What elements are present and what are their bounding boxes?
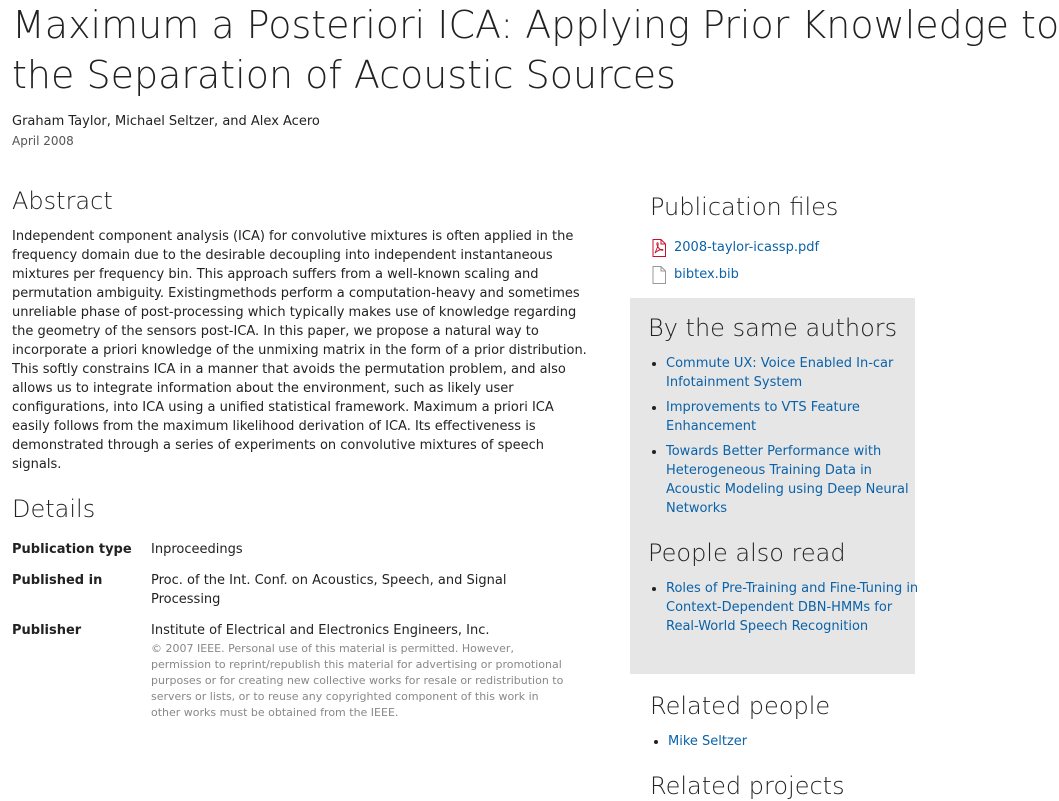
publisher-name: Institute of Electrical and Electronics Engineers, Inc. (151, 623, 490, 638)
related-people-list (650, 732, 918, 757)
abstract-text: Independent component analysis (ICA) for convolutive mixtures is often applied in the frequency domain due to the desirable decoupling into independent instantaneous mixtures per frequency bin. This approach suffers from a well-known scaling and permutation ambiguity. Existingmethods perform a computation-heavy and sometimes unreliable phase of post-processing which typically makes use of knowledge regarding the geometry of the sensors post-ICA. In this paper, we propose a natural way to incorporate a priori knowledge of the unmixing matrix in the form of a prior distribution. This softly constrains ICA in a manner that avoids the permutation problem, and also allows us to integrate information about the environment, such as likely user configurations, into ICA using a unified statistical framework. Maximum a priori ICA easily follows from the maximum likelihood derivation of ICA. Its effectiveness is demonstrated through a series of experiments on convolutive mixtures of speech signals. (12, 229, 587, 472)
list-item (666, 442, 928, 518)
same-authors-list (648, 354, 928, 524)
details-row-published-in (12, 571, 592, 609)
details-table (12, 540, 592, 733)
related-people-heading: Related people (650, 692, 831, 720)
same-author-link[interactable]: Towards Better Performance with Heterogeneous Training Data in Acoustic Modeling using Deep Neural Networks (666, 444, 909, 516)
same-authors-heading: By the same authors (648, 314, 898, 342)
also-read-heading: People also read (648, 539, 846, 567)
also-read-link[interactable]: Roles of Pre-Training and Fine-Tuning in Context-Dependent DBN-HMMs for Real-World Speech Recognition (666, 581, 919, 634)
list-item (666, 579, 928, 636)
file-item[interactable] (650, 261, 819, 288)
details-label: Publisher (12, 623, 82, 638)
abstract-heading: Abstract (12, 187, 113, 215)
details-label: Publication type (12, 542, 132, 557)
details-value: Inproceedings (151, 542, 243, 557)
details-value-publisher (151, 621, 571, 721)
details-heading: Details (12, 495, 96, 523)
page-title (12, 0, 1059, 100)
same-author-link[interactable]: Commute UX: Voice Enabled In-car Infotainment System (666, 356, 894, 390)
publication-files-heading: Publication files (650, 193, 839, 221)
publication-files-list (650, 234, 819, 288)
related-projects-heading: Related projects (650, 772, 845, 800)
copyright-notice: © 2007 IEEE. Personal use of this material is permitted. However, permission to reprint/republish this material for advertising or promotional purposes or for creating new collective works for resale or redistribution to servers or lists, or to reuse any copyrighted component of this work in other works must be obtained from the IEEE. (151, 642, 564, 719)
page-title-line2: the Separation of Acoustic Sources (12, 53, 676, 97)
pdf-file-icon (651, 239, 667, 257)
list-item (666, 354, 928, 392)
file-item[interactable] (650, 234, 819, 261)
list-item (668, 732, 918, 751)
same-author-link[interactable]: Improvements to VTS Feature Enhancement (666, 400, 860, 434)
list-item (666, 398, 928, 436)
publication-date: April 2008 (12, 134, 74, 148)
details-row-type (12, 540, 592, 559)
authors: Graham Taylor, Michael Seltzer, and Alex Acero (12, 114, 320, 129)
blank-file-icon (651, 266, 667, 284)
file-link-bib[interactable]: bibtex.bib (674, 267, 739, 282)
file-link-pdf[interactable]: 2008-taylor-icassp.pdf (674, 240, 820, 255)
also-read-list (648, 579, 928, 642)
details-value: Proc. of the Int. Conf. on Acoustics, Speech, and Signal Processing (151, 573, 507, 607)
related-person-link[interactable]: Mike Seltzer (668, 734, 748, 749)
page-title-line1: Maximum a Posteriori ICA: Applying Prior Knowledge to (12, 3, 1059, 47)
details-row-publisher (12, 621, 592, 721)
details-label: Published in (12, 573, 103, 588)
